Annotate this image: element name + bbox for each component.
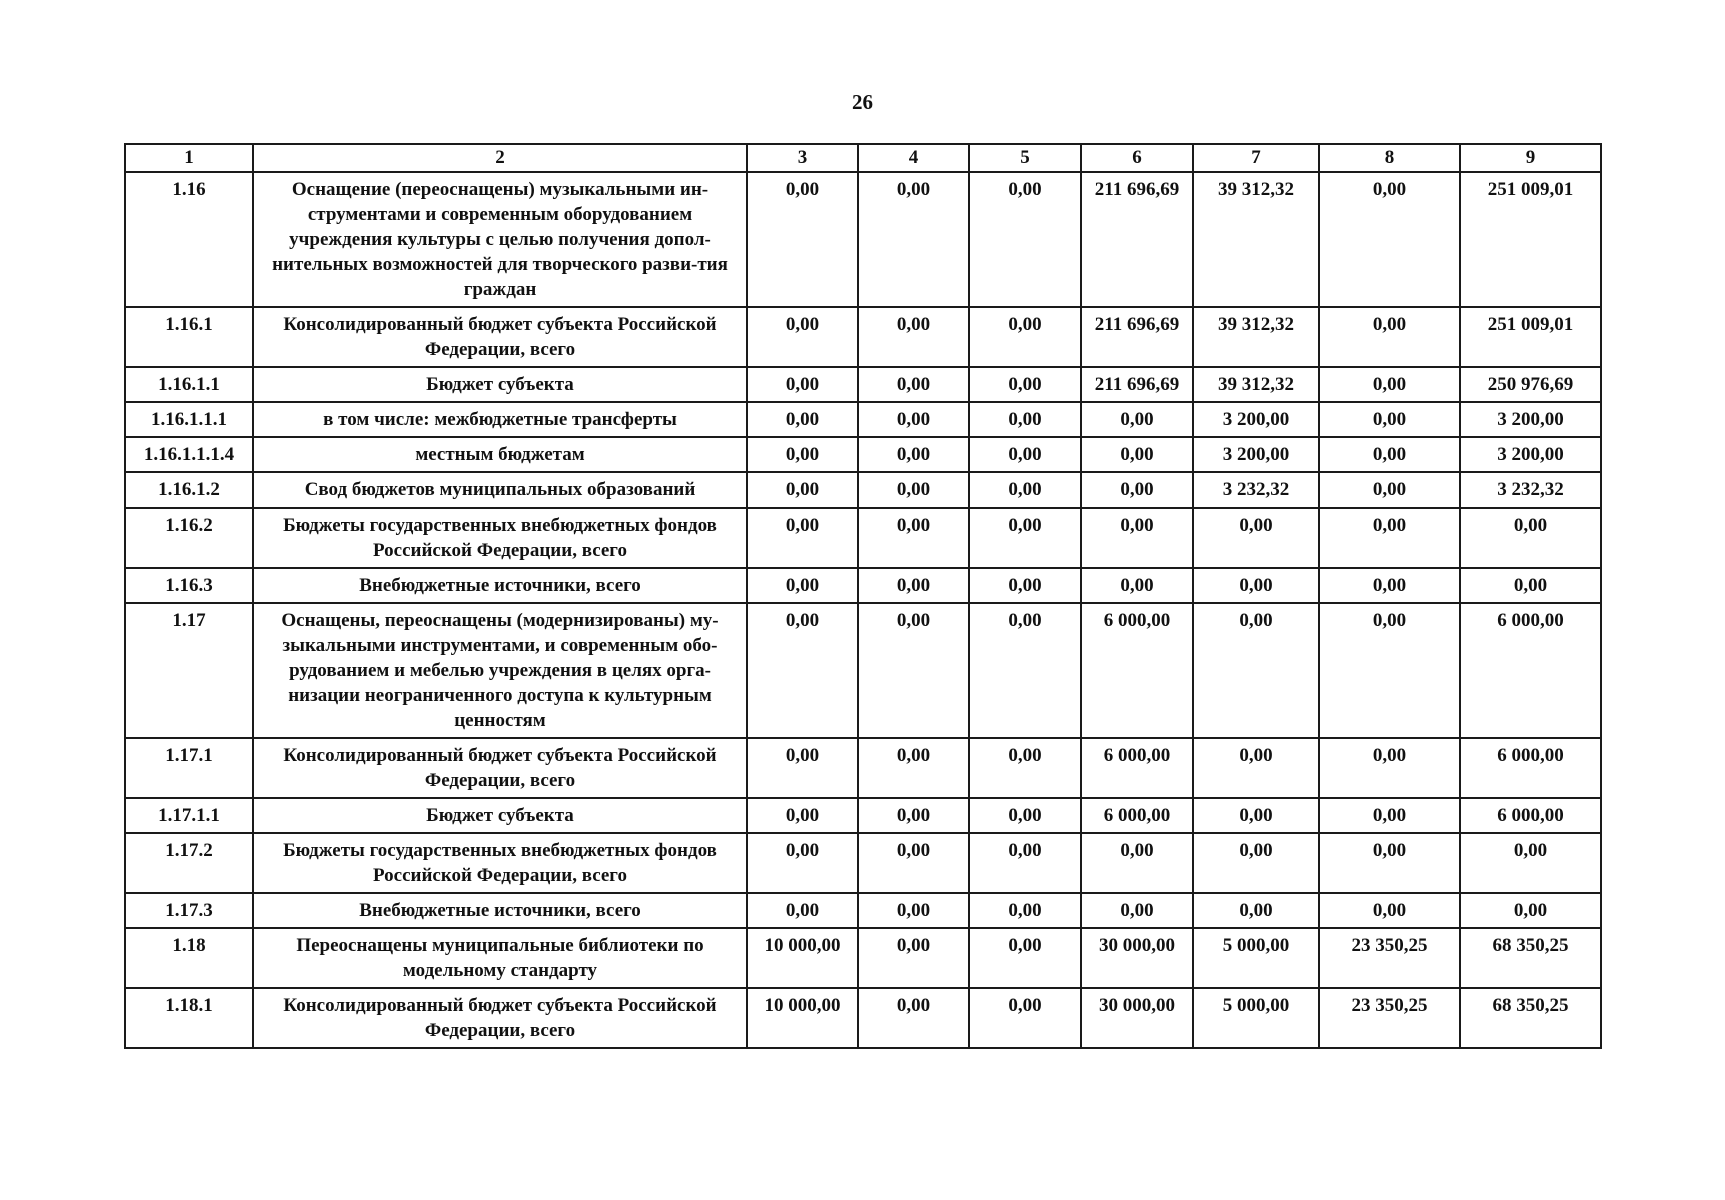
row-value-col-7: 5 000,00 xyxy=(1193,928,1319,988)
row-value-col-6: 6 000,00 xyxy=(1081,738,1193,798)
column-header: 9 xyxy=(1460,144,1601,172)
row-value-col-4: 0,00 xyxy=(858,402,969,437)
page-number: 26 xyxy=(852,90,873,114)
row-value-col-6: 211 696,69 xyxy=(1081,367,1193,402)
row-value-col-4: 0,00 xyxy=(858,508,969,568)
row-value-col-7: 39 312,32 xyxy=(1193,367,1319,402)
column-header: 2 xyxy=(253,144,747,172)
row-value-col-3: 0,00 xyxy=(747,833,858,893)
row-code: 1.17.1 xyxy=(125,738,253,798)
row-value-col-8: 0,00 xyxy=(1319,508,1460,568)
budget-table xyxy=(124,143,1602,1049)
row-value-col-3: 0,00 xyxy=(747,798,858,833)
row-value-col-9: 3 232,32 xyxy=(1460,472,1601,508)
table-row xyxy=(125,402,1601,437)
row-value-col-9: 251 009,01 xyxy=(1460,307,1601,367)
table-row xyxy=(125,568,1601,603)
row-value-col-8: 0,00 xyxy=(1319,307,1460,367)
row-value-col-9: 3 200,00 xyxy=(1460,402,1601,437)
row-value-col-9: 0,00 xyxy=(1460,508,1601,568)
row-description: Внебюджетные источники, всего xyxy=(253,893,747,928)
row-value-col-6: 0,00 xyxy=(1081,402,1193,437)
row-value-col-9: 250 976,69 xyxy=(1460,367,1601,402)
table-row xyxy=(125,508,1601,568)
table-row xyxy=(125,472,1601,508)
row-value-col-3: 0,00 xyxy=(747,472,858,508)
row-description: Консолидированный бюджет субъекта Российской Федерации, всего xyxy=(253,988,747,1048)
row-value-col-8: 0,00 xyxy=(1319,603,1460,738)
row-description: Оснащение (переоснащены) музыкальными ин-струментами и современным оборудованием учреждения культуры с целью получения допол-нительных возможностей для творческого разви-тия граждан xyxy=(253,172,747,307)
row-value-col-3: 0,00 xyxy=(747,307,858,367)
row-code: 1.16.2 xyxy=(125,508,253,568)
row-value-col-8: 0,00 xyxy=(1319,402,1460,437)
row-value-col-3: 0,00 xyxy=(747,603,858,738)
row-value-col-3: 0,00 xyxy=(747,367,858,402)
table-row xyxy=(125,738,1601,798)
row-value-col-6: 6 000,00 xyxy=(1081,798,1193,833)
row-value-col-7: 39 312,32 xyxy=(1193,172,1319,307)
row-value-col-5: 0,00 xyxy=(969,367,1081,402)
row-value-col-8: 0,00 xyxy=(1319,437,1460,472)
row-value-col-4: 0,00 xyxy=(858,307,969,367)
row-value-col-6: 0,00 xyxy=(1081,437,1193,472)
row-value-col-3: 0,00 xyxy=(747,893,858,928)
row-value-col-7: 0,00 xyxy=(1193,833,1319,893)
row-description: Консолидированный бюджет субъекта Российской Федерации, всего xyxy=(253,307,747,367)
row-value-col-6: 30 000,00 xyxy=(1081,988,1193,1048)
row-value-col-9: 68 350,25 xyxy=(1460,988,1601,1048)
row-value-col-3: 0,00 xyxy=(747,402,858,437)
row-value-col-9: 3 200,00 xyxy=(1460,437,1601,472)
row-description: Внебюджетные источники, всего xyxy=(253,568,747,603)
row-value-col-8: 0,00 xyxy=(1319,893,1460,928)
row-value-col-5: 0,00 xyxy=(969,738,1081,798)
row-value-col-8: 0,00 xyxy=(1319,172,1460,307)
row-code: 1.16.3 xyxy=(125,568,253,603)
row-code: 1.18 xyxy=(125,928,253,988)
row-value-col-4: 0,00 xyxy=(858,568,969,603)
row-value-col-9: 0,00 xyxy=(1460,893,1601,928)
row-value-col-8: 23 350,25 xyxy=(1319,928,1460,988)
row-value-col-3: 0,00 xyxy=(747,738,858,798)
row-value-col-6: 0,00 xyxy=(1081,508,1193,568)
row-description: Бюджет субъекта xyxy=(253,798,747,833)
row-value-col-5: 0,00 xyxy=(969,402,1081,437)
row-value-col-8: 0,00 xyxy=(1319,568,1460,603)
row-code: 1.17.2 xyxy=(125,833,253,893)
row-value-col-8: 23 350,25 xyxy=(1319,988,1460,1048)
column-header: 7 xyxy=(1193,144,1319,172)
row-value-col-7: 0,00 xyxy=(1193,508,1319,568)
table-header xyxy=(125,144,1601,172)
row-value-col-4: 0,00 xyxy=(858,472,969,508)
row-value-col-7: 0,00 xyxy=(1193,738,1319,798)
row-value-col-7: 0,00 xyxy=(1193,568,1319,603)
row-value-col-7: 5 000,00 xyxy=(1193,988,1319,1048)
header-row xyxy=(125,144,1601,172)
table-row xyxy=(125,172,1601,307)
row-code: 1.16.1.1.1 xyxy=(125,402,253,437)
row-value-col-3: 0,00 xyxy=(747,437,858,472)
row-value-col-6: 0,00 xyxy=(1081,472,1193,508)
row-code: 1.17.3 xyxy=(125,893,253,928)
row-description: Свод бюджетов муниципальных образований xyxy=(253,472,747,508)
row-description: в том числе: межбюджетные трансферты xyxy=(253,402,747,437)
row-code: 1.16 xyxy=(125,172,253,307)
row-value-col-9: 6 000,00 xyxy=(1460,603,1601,738)
row-value-col-5: 0,00 xyxy=(969,437,1081,472)
row-description: местным бюджетам xyxy=(253,437,747,472)
table-row xyxy=(125,928,1601,988)
row-description: Оснащены, переоснащены (модернизированы) му-зыкальными инструментами, и современным обо-рудованием и мебелью учреждения в целях орга-низации неограниченного доступа к культурным ценностям xyxy=(253,603,747,738)
row-value-col-5: 0,00 xyxy=(969,472,1081,508)
row-description: Бюджет субъекта xyxy=(253,367,747,402)
row-value-col-5: 0,00 xyxy=(969,307,1081,367)
row-value-col-9: 6 000,00 xyxy=(1460,738,1601,798)
row-value-col-7: 3 232,32 xyxy=(1193,472,1319,508)
row-value-col-9: 251 009,01 xyxy=(1460,172,1601,307)
table-row xyxy=(125,307,1601,367)
table-row xyxy=(125,367,1601,402)
row-value-col-4: 0,00 xyxy=(858,437,969,472)
row-value-col-4: 0,00 xyxy=(858,893,969,928)
row-value-col-8: 0,00 xyxy=(1319,798,1460,833)
table-row xyxy=(125,437,1601,472)
row-value-col-7: 3 200,00 xyxy=(1193,402,1319,437)
row-value-col-3: 10 000,00 xyxy=(747,988,858,1048)
row-value-col-5: 0,00 xyxy=(969,508,1081,568)
row-value-col-5: 0,00 xyxy=(969,798,1081,833)
row-value-col-5: 0,00 xyxy=(969,893,1081,928)
row-code: 1.16.1 xyxy=(125,307,253,367)
row-value-col-8: 0,00 xyxy=(1319,367,1460,402)
table-row xyxy=(125,893,1601,928)
row-code: 1.18.1 xyxy=(125,988,253,1048)
row-value-col-5: 0,00 xyxy=(969,568,1081,603)
row-value-col-7: 0,00 xyxy=(1193,798,1319,833)
row-value-col-9: 0,00 xyxy=(1460,568,1601,603)
row-value-col-7: 3 200,00 xyxy=(1193,437,1319,472)
row-value-col-3: 10 000,00 xyxy=(747,928,858,988)
table-row xyxy=(125,833,1601,893)
row-value-col-6: 30 000,00 xyxy=(1081,928,1193,988)
row-value-col-9: 68 350,25 xyxy=(1460,928,1601,988)
row-description: Бюджеты государственных внебюджетных фондов Российской Федерации, всего xyxy=(253,833,747,893)
row-description: Переоснащены муниципальные библиотеки по модельному стандарту xyxy=(253,928,747,988)
row-value-col-3: 0,00 xyxy=(747,508,858,568)
row-value-col-9: 6 000,00 xyxy=(1460,798,1601,833)
row-value-col-4: 0,00 xyxy=(858,988,969,1048)
column-header: 1 xyxy=(125,144,253,172)
row-value-col-4: 0,00 xyxy=(858,367,969,402)
row-value-col-6: 6 000,00 xyxy=(1081,603,1193,738)
row-value-col-5: 0,00 xyxy=(969,172,1081,307)
row-value-col-4: 0,00 xyxy=(858,798,969,833)
row-value-col-5: 0,00 xyxy=(969,928,1081,988)
column-header: 4 xyxy=(858,144,969,172)
row-value-col-6: 211 696,69 xyxy=(1081,307,1193,367)
row-value-col-6: 0,00 xyxy=(1081,568,1193,603)
row-value-col-9: 0,00 xyxy=(1460,833,1601,893)
row-code: 1.16.1.1.1.4 xyxy=(125,437,253,472)
row-value-col-5: 0,00 xyxy=(969,988,1081,1048)
row-value-col-3: 0,00 xyxy=(747,568,858,603)
row-description: Консолидированный бюджет субъекта Российской Федерации, всего xyxy=(253,738,747,798)
column-header: 6 xyxy=(1081,144,1193,172)
row-value-col-4: 0,00 xyxy=(858,833,969,893)
row-value-col-7: 0,00 xyxy=(1193,603,1319,738)
row-value-col-4: 0,00 xyxy=(858,172,969,307)
table-body xyxy=(125,172,1601,1048)
row-value-col-6: 0,00 xyxy=(1081,893,1193,928)
column-header: 3 xyxy=(747,144,858,172)
row-code: 1.17 xyxy=(125,603,253,738)
column-header: 8 xyxy=(1319,144,1460,172)
row-value-col-8: 0,00 xyxy=(1319,738,1460,798)
row-value-col-4: 0,00 xyxy=(858,603,969,738)
row-value-col-4: 0,00 xyxy=(858,928,969,988)
row-code: 1.16.1.1 xyxy=(125,367,253,402)
row-code: 1.17.1.1 xyxy=(125,798,253,833)
row-value-col-8: 0,00 xyxy=(1319,472,1460,508)
table-row xyxy=(125,798,1601,833)
row-value-col-7: 39 312,32 xyxy=(1193,307,1319,367)
table-row xyxy=(125,603,1601,738)
row-value-col-7: 0,00 xyxy=(1193,893,1319,928)
row-value-col-8: 0,00 xyxy=(1319,833,1460,893)
row-value-col-6: 211 696,69 xyxy=(1081,172,1193,307)
row-value-col-6: 0,00 xyxy=(1081,833,1193,893)
row-code: 1.16.1.2 xyxy=(125,472,253,508)
row-value-col-5: 0,00 xyxy=(969,833,1081,893)
column-header: 5 xyxy=(969,144,1081,172)
row-value-col-5: 0,00 xyxy=(969,603,1081,738)
row-description: Бюджеты государственных внебюджетных фондов Российской Федерации, всего xyxy=(253,508,747,568)
row-value-col-3: 0,00 xyxy=(747,172,858,307)
row-value-col-4: 0,00 xyxy=(858,738,969,798)
table-row xyxy=(125,988,1601,1048)
